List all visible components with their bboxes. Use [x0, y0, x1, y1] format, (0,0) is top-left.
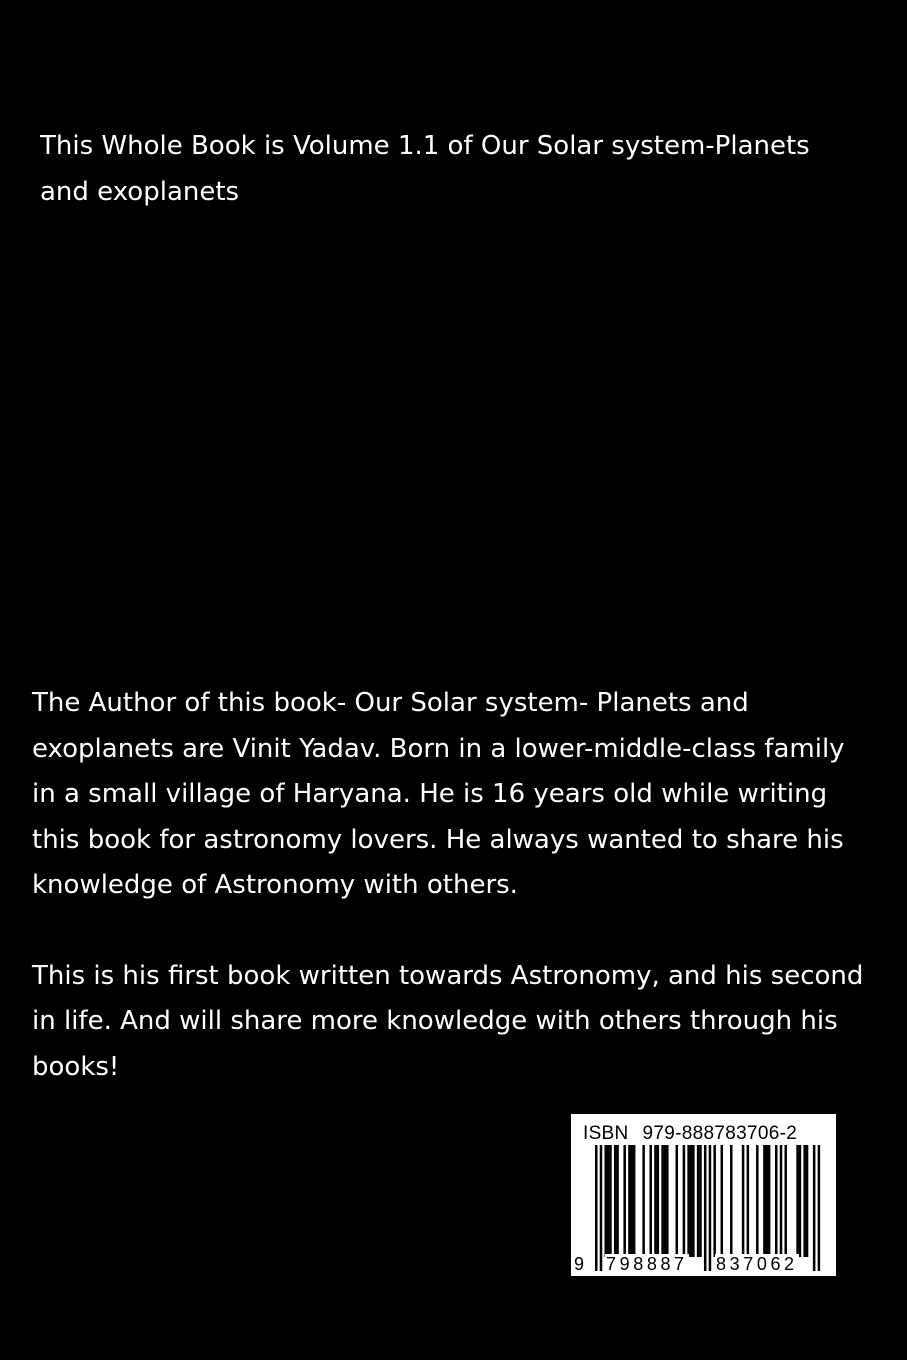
barcode-bar — [623, 1145, 626, 1257]
barcode-bar — [730, 1145, 733, 1257]
barcode-bar — [699, 1145, 702, 1257]
barcode-bars — [581, 1145, 826, 1271]
barcode-bar — [628, 1145, 631, 1257]
barcode-bar — [784, 1145, 787, 1257]
barcode-bar — [692, 1145, 695, 1257]
isbn-barcode — [571, 1114, 836, 1276]
barcode-digits-right: 837062 — [716, 1254, 798, 1274]
barcode-bar — [664, 1145, 667, 1257]
barcode-bar — [763, 1145, 766, 1257]
barcode-bar — [780, 1145, 783, 1257]
barcode-bar — [721, 1145, 724, 1257]
barcode-bar — [616, 1145, 619, 1257]
barcode-bar — [756, 1145, 759, 1257]
isbn-label — [583, 1123, 797, 1145]
barcode-bar — [690, 1145, 693, 1257]
barcode-bar — [796, 1145, 799, 1257]
barcode-bar — [813, 1145, 816, 1271]
barcode-bar — [661, 1145, 664, 1257]
barcode-bar — [766, 1145, 769, 1257]
volume-note: This Whole Book is Volume 1.1 of Our Solar system-Planets and exoplanets — [40, 131, 810, 207]
barcode-bar — [742, 1145, 745, 1257]
barcode-bar — [609, 1145, 612, 1257]
barcode-bar — [666, 1145, 669, 1257]
barcode-bar — [704, 1145, 707, 1271]
author-bio — [32, 681, 874, 1090]
barcode-digit-lead: 9 — [574, 1254, 588, 1274]
barcode-digits-left: 798887 — [606, 1254, 688, 1274]
barcode-bar — [768, 1145, 771, 1257]
barcode-bar — [775, 1145, 778, 1257]
barcode-bar — [709, 1145, 712, 1271]
barcode-bar — [604, 1145, 607, 1257]
barcode-bar — [687, 1145, 690, 1257]
barcode-bar — [607, 1145, 610, 1257]
author-bio-paragraph: The Author of this book- Our Solar system- Planets and exoplanets are Vinit Yadav. Born in a lower-middle-class family in a small village of Haryana. He is 16 years old while writing this book for astronomy lovers. He always wanted to share his knowledge of Astronomy with others. — [32, 688, 845, 900]
author-bio-paragraph: This is his first book written towards Astronomy, and his second in life. And will share more knowledge with others through his books! — [32, 960, 864, 1082]
barcode-bar — [818, 1145, 821, 1271]
barcode-bar — [654, 1145, 657, 1257]
barcode-bar — [633, 1145, 636, 1257]
barcode-bar — [676, 1145, 679, 1257]
barcode-bar — [600, 1145, 603, 1271]
barcode-bar — [631, 1145, 634, 1257]
barcode-bar — [697, 1145, 700, 1257]
barcode-bar — [747, 1145, 750, 1257]
isbn-prefix: ISBN — [583, 1123, 629, 1144]
barcode-bar — [642, 1145, 645, 1257]
barcode-bar — [799, 1145, 802, 1257]
barcode-bar — [713, 1145, 716, 1257]
barcode-bar — [649, 1145, 652, 1257]
barcode-bar — [803, 1145, 806, 1257]
barcode-bar — [657, 1145, 660, 1257]
barcode-bar — [595, 1145, 598, 1271]
isbn-number: 979-888783706-2 — [642, 1123, 798, 1144]
barcode-bar — [683, 1145, 686, 1257]
barcode-bar — [806, 1145, 809, 1257]
barcode-bar — [614, 1145, 617, 1257]
